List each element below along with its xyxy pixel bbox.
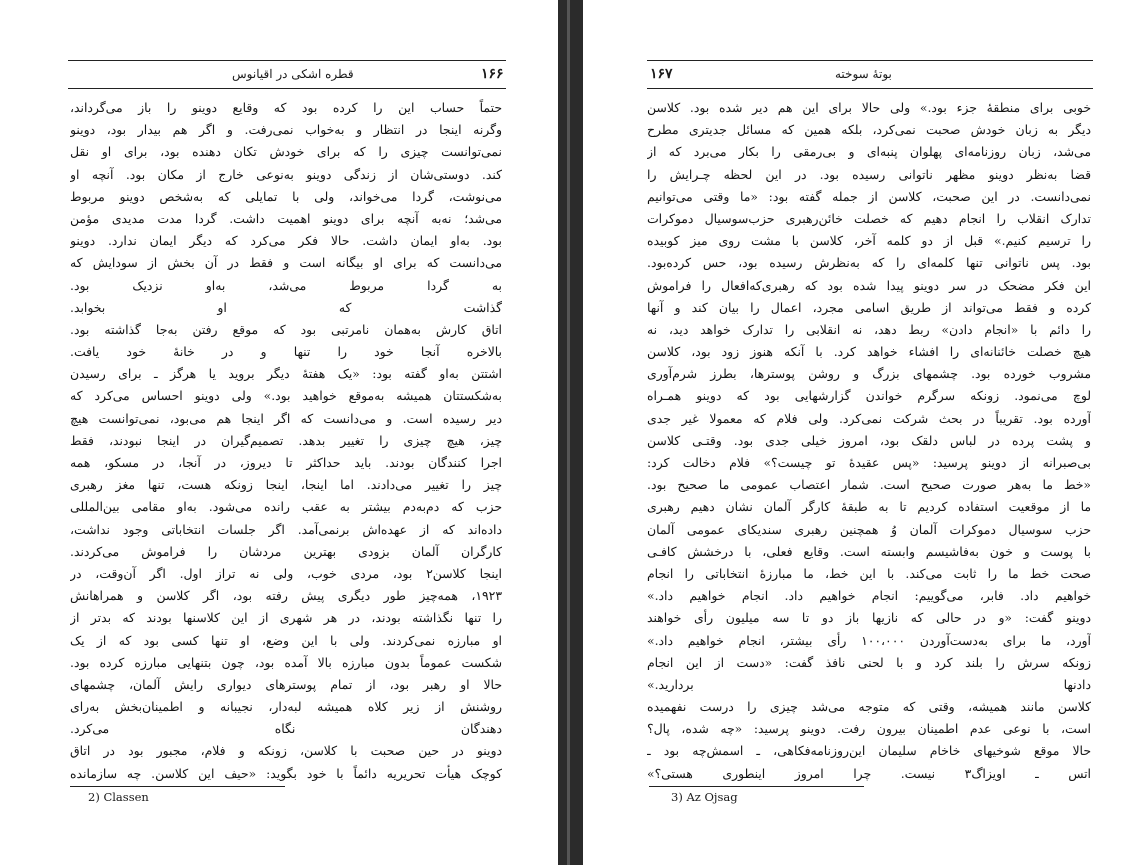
text-line: دیر رسیده است. و می‌دانست که اگر اینجا هم می‌بود، نمی‌توانست هیچ (70, 410, 502, 426)
text-line: دادنها بردارید.» (647, 676, 1091, 692)
right-page-number: ۱۶۷ (650, 66, 673, 82)
text-line: دهندگان نگاه می‌کرد. (70, 721, 502, 737)
text-line: تدارک انقلاب را انجام دهیم که خصلت خائن‌رهبری حزب‌سوسیال دموکرات (647, 210, 1091, 226)
right-footnote: 3) Az Ojsag (671, 790, 738, 804)
text-line: با پوست و خون به‌فاشیسم وابسته است. وقایع فعلی، با درخشش کافـی (647, 543, 1091, 559)
left-running-title: قطره اشکی در اقیانوس (232, 67, 354, 81)
text-line: کلاسن مانند همیشه، وقتی که متوجه می‌شد چیزی را درست نفهمیده (647, 699, 1091, 715)
text-line: بالاخره آنجا خود را تنها و در خانهٔ خود یافت. (70, 344, 502, 360)
text-line: می‌شد؛ نه‌به آنچه برای دوینو اهمیت داشت. گردا مدت مدیدی مؤمن (70, 210, 502, 226)
text-line: چیز، هیچ چیزی را تغییر بدهد. تصمیم‌گیران در اینجا نبودند، فقط (70, 432, 502, 448)
text-line: ۱۹۲۳، همه‌چیز طور دیگری پیش رفته بود، اگر کلاسن و همراهانش (70, 588, 502, 604)
left-footnote: 2) Classen (88, 790, 149, 804)
text-line: چیز را تغییر می‌دادند. اما اینجا، اینجا زونکه هست، تنها مغز رهبری (70, 477, 502, 493)
text-line: اجرا کنندگان بودند. باید حداکثر تا دیروز، در آنجا، در مسکو، همه (70, 455, 502, 470)
text-line: بود. به‌او ایمان داشت. حالا فکر می‌کرد که دیگر ایمان ندارد. دوینو (70, 233, 502, 249)
text-line: صحت خط ما را ثابت می‌کند. با این خط، ما مبارزهٔ انتخاباتی را انجام (647, 565, 1091, 581)
text-line: دوینو در حین صحبت با کلاسن، زونکه و فلام، مجبور بود در اتاق (70, 743, 502, 759)
text-line: است، با نوعی عدم اطمینان بیرون رفت. دوینو پرسید: «چه شده، پال؟ (647, 721, 1091, 737)
text-line: حتماً حساب این را کرده بود که وقایع دوینو را باز می‌گرداند، (70, 100, 502, 115)
text-line: کوچک هیأت تحریریه دائماً با خود بگوید: «حیف این کلاسن. چه سازمانده (70, 765, 502, 781)
text-line: و پشت پرده در لباس دلقک بود، امروز خیلی جدی بود. وقتـی کلاسن (647, 432, 1091, 448)
text-line: را ترسیم کنیم.» قبل از دو کلمه آخر، کلاسن با مشت روی میز کوبیده (647, 233, 1091, 249)
right-running-title: بوتهٔ سوخته (835, 67, 892, 81)
text-line: می‌شد، زبان روزنامه‌ای پهلوان پنبه‌ای و بی‌رمقی را بکار می‌برد که از (647, 144, 1091, 160)
right-footnote-rule (649, 786, 864, 787)
text-line: «خط ما به‌هر صورت صحیح است. شمار اعتصاب عمومی ما صحیح بود. (647, 477, 1091, 493)
text-line: به‌شکستتان همیشه به‌موقع خواهید بود.» ولی دوینو احساس می‌کرد که (70, 388, 502, 404)
text-line: می‌نوشت، گردا می‌خواند، ولی با تمایلی که به‌شخص دوینو مربوط (70, 188, 502, 204)
text-line: خواهیم داد. فابر، می‌گوییم: انجام خواهیم داد. انجام خواهیم داد.» (647, 588, 1091, 604)
text-line: بود. پس ناتوانی تنها کلمه‌ای را که به‌نظرش رسیده بود، حس کرده‌بود. (647, 255, 1091, 271)
text-line: آورده بود. تقریباً در بحث شرکت نمی‌کرد. ولی فلام که معمولا غیر جدی (647, 410, 1091, 426)
text-line: حزب که دم‌به‌دم بیشتر به عقب رانده می‌شود. به‌او مقامی بین‌المللی (70, 499, 502, 515)
text-line: وگرنه اینجا در انتظار و به‌خواب نمی‌رفت. و اگر هم بیدار بود، دوینو (70, 122, 502, 138)
text-line: مشروب خورده بود. چشمهای بزرگ و روشن پوسترها، بطرز شرم‌آوری (647, 366, 1091, 382)
text-line: اتاق کارش به‌همان نامرتبی بود که موقع رفتن به‌جا گذاشته بود. (70, 321, 502, 337)
text-line: گذاشت که او بخوابد. (70, 299, 502, 315)
gutter-crease (567, 0, 570, 865)
text-line: خوبی برای منطقهٔ جزء بود.» ولی حالا برای این هم دیر شده بود. کلاسن (647, 100, 1091, 115)
text-line: هیچ خصلت خائنانه‌ای را افشاء خواهد کرد. با آنکه هنوز زود بود، کلاسن (647, 344, 1091, 360)
text-line: اشتتن به‌او گفته بود: «یک هفتهٔ دیگر بروید یا هرگز ـ برای رسیدن (70, 366, 502, 382)
text-line: حزب سوسیال دموکرات آلمان وُ همچنین رهبری سندیکای عمومی آلمان (647, 521, 1091, 537)
text-line: حالا موقع شوخیهای خاخام سلیمان این‌روزنامه‌فکاهی، ـ اسمش‌چه بود ـ (647, 743, 1091, 759)
text-line: لوچ می‌نمود. زونکه سرگرم خواندن گزارشهایی بود که دوینو همـراه (647, 388, 1091, 404)
text-line: حالا او رهبر بود، از تمام پوسترهای دیواری رایش آلمان، چشمهای (70, 676, 502, 692)
left-page-number: ۱۶۶ (481, 66, 504, 82)
left-header-rule (68, 60, 506, 61)
text-line: قضا به‌نظر دوینو مظهر ناتوانی رسیده بود. در این لحظه چـرایش را (647, 166, 1091, 182)
text-line: داده‌اند که از عهده‌اش برنمی‌آمد. اگر جلسات انتخاباتی وجود نداشت، (70, 521, 502, 537)
left-body-text (70, 97, 502, 785)
left-header-rule-bottom (68, 88, 506, 89)
left-footnote-rule (70, 786, 285, 787)
text-line: آورد، ما برای به‌دست‌آوردن ۱۰۰،۰۰۰ رأی بیشتر، انجام خواهیم داد.» (647, 632, 1091, 648)
text-line: این فکر مضحک در سر دوینو پیدا شده بود که رهبری‌که‌افعال را فراموش (647, 277, 1091, 293)
text-line: دوینو گفت: «و در حالی که نازیها باز دو تا سه میلیون رأی خواهند (647, 610, 1091, 626)
left-page (0, 0, 558, 865)
text-line: به گردا مربوط می‌شد، به‌او نزدیک بود. (70, 277, 502, 293)
right-body-text (647, 97, 1091, 785)
text-line: کارگران آلمان بزودی بهترین مردشان را فراموش می‌کردند. (70, 543, 502, 559)
text-line: اتس ـ اویزاگ۳ نیست. چرا امروز اینطوری هستی؟» (647, 765, 1091, 781)
text-line: نمی‌دانست. در این صحبت، کلاسن از جمله گفته بود: «ما وقتی می‌توانیم (647, 188, 1091, 204)
text-line: بی‌صبرانه از دوینو پرسید: «پس عقیدهٔ تو چیست؟» فلام دخالت کرد: (647, 455, 1091, 470)
text-line: را دائم با «انجام دادن» ربط دهد، نه انقلابی را تدارک خواهد دید، نه (647, 321, 1091, 337)
right-page (583, 0, 1147, 865)
text-line: نمی‌توانست چیزی را که برای خودش تکان دهنده بود، برای او نقل (70, 144, 502, 160)
text-line: روشنش از زیر کلاه همیشه لبه‌دار، نجیبانه و اطمینان‌بخش به‌رای (70, 699, 502, 715)
text-line: او مبارزه نمی‌کردند. ولی با این وضع، او تنها کسی بود که از یک (70, 632, 502, 648)
right-header-rule (647, 60, 1093, 61)
text-line: کند. دوستی‌شان از زندگی دوینو به‌نوعی خارج از مکان بود. آنچه او (70, 166, 502, 182)
text-line: کرده و فقط می‌تواند از طریق اسامی مجرد، اعمال را بیان کند و آنها (647, 299, 1091, 315)
text-line: اینجا کلاسن۲ بود، مردی خوب، ولی نه تراز اول. اگر آن‌وقت، در (70, 565, 502, 581)
text-line: دیگر به زبان خودش صحبت نمی‌کرد، بلکه همین که مسائل جدیتری مطرح (647, 122, 1091, 138)
text-line: زونکه سرش را بلند کرد و با لحنی نافذ گفت: «دست از این انجام (647, 654, 1091, 670)
text-line: شکست عموماً بدون مبارزه بالا آمده بود، چون بتنهایی مبارزه کرده بود. (70, 654, 502, 670)
right-header-rule-bottom (647, 88, 1093, 89)
book-gutter (558, 0, 583, 865)
text-line: ما از موقعیت استفاده کردیم تا به طبقهٔ کارگر آلمان نشان دهیم رهبری (647, 499, 1091, 515)
text-line: را تنها نگذاشته بودند، در هر شهری از این کلاسنها بودند که بدتر از (70, 610, 502, 626)
text-line: می‌دانست که برای او بیگانه است و فقط در آن بخش از سودایش که (70, 255, 502, 271)
